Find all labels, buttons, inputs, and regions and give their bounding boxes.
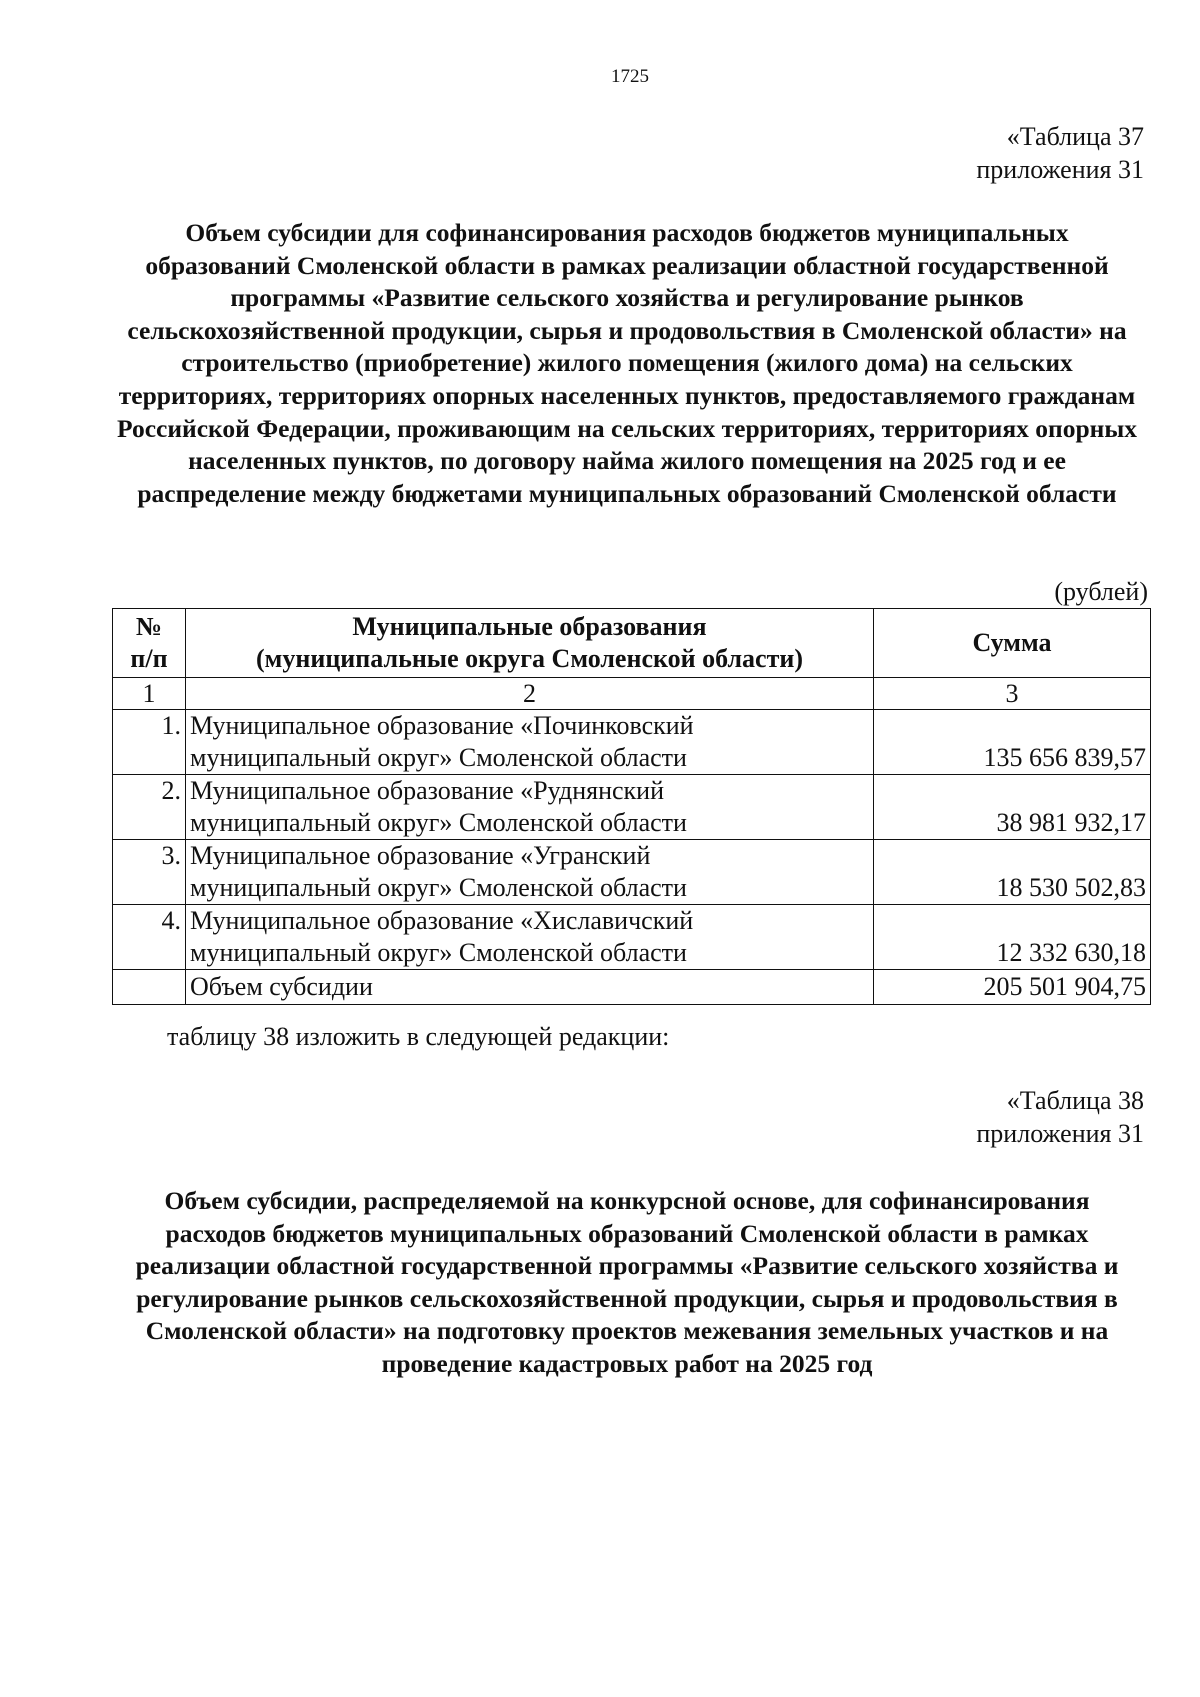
header-municipality [186, 609, 874, 678]
row-sum: 18 530 502,83 [874, 840, 1151, 905]
table37-title: Объем субсидии для софинансирования расходов бюджетов муниципальных образований Смоленской области в рамках реализации областной государственной программы «Развитие сельского хозяйства и регулирование рынков сельскохозяйственной продукции, сырья и продовольствия в Смоленской области» на строительство (приобретение) жилого помещения (жилого дома) на сельских территориях, территориях опорных населенных пунктов, предоставляемого гражданам Российской Федерации, проживающим на сельских территориях, территориях опорных населенных пунктов, по договору найма жилого помещения на 2025 год и ее распределение между бюджетами муниципальных образований Смоленской области [117, 218, 1137, 508]
subsidy-table [112, 608, 1151, 1005]
header-municipality-line1: Муниципальные образования [352, 612, 707, 641]
total-sum: 205 501 904,75 [874, 970, 1151, 1005]
column-number-2: 2 [186, 678, 874, 710]
table-row [113, 905, 1151, 970]
total-label: Объем субсидии [186, 970, 874, 1005]
header-municipality-line2: (муниципальные округа Смоленской области) [255, 644, 803, 673]
header-sum: Сумма [874, 609, 1151, 678]
table-row [113, 840, 1151, 905]
header-number [113, 609, 186, 678]
row-sum: 38 981 932,17 [874, 775, 1151, 840]
row-municipality-line1: Муниципальное образование «Угранский [190, 841, 651, 870]
amendment-note: таблицу 38 изложить в следующей редакции: [167, 1022, 670, 1051]
header-number-line2: п/п [130, 644, 168, 673]
row-municipality-line1: Муниципальное образование «Руднянский [190, 776, 664, 805]
page-number: 1725 [611, 66, 649, 87]
total-number [113, 970, 186, 1005]
row-number: 4. [113, 905, 186, 970]
row-municipality-line1: Муниципальное образование «Хиславичский [190, 906, 694, 935]
table38-caption [976, 1084, 1144, 1150]
row-number: 2. [113, 775, 186, 840]
total-row [113, 970, 1151, 1005]
row-municipality-line2: муниципальный округ» Смоленской области [190, 938, 687, 967]
row-municipality [186, 905, 874, 970]
column-number-row [113, 678, 1151, 710]
row-municipality [186, 775, 874, 840]
unit-label: (рублей) [1054, 577, 1148, 606]
row-municipality-line2: муниципальный округ» Смоленской области [190, 743, 687, 772]
row-municipality-line2: муниципальный округ» Смоленской области [190, 873, 687, 902]
row-sum: 12 332 630,18 [874, 905, 1151, 970]
table-row [113, 710, 1151, 775]
table38-title: Объем субсидии, распределяемой на конкурсной основе, для софинансирования расходов бюджетов муниципальных образований Смоленской области в рамках реализации областной государственной программы «Развитие сельского хозяйства и регулирование рынков сельскохозяйственной продукции, сырья и продовольствия в Смоленской области» на подготовку проектов межевания земельных участков и на проведение кадастровых работ на 2025 год [135, 1186, 1119, 1378]
table38-caption-line2: приложения 31 [976, 1119, 1144, 1148]
row-sum: 135 656 839,57 [874, 710, 1151, 775]
row-number: 3. [113, 840, 186, 905]
table-header-row [113, 609, 1151, 678]
row-municipality-line1: Муниципальное образование «Починковский [190, 711, 694, 740]
row-municipality-line2: муниципальный округ» Смоленской области [190, 808, 687, 837]
table37-caption [976, 120, 1144, 186]
table38-caption-line1: «Таблица 38 [1006, 1086, 1144, 1115]
column-number-1: 1 [113, 678, 186, 710]
table37-caption-line2: приложения 31 [976, 155, 1144, 184]
row-number: 1. [113, 710, 186, 775]
table-row [113, 775, 1151, 840]
header-number-line1: № [135, 612, 163, 641]
table37-caption-line1: «Таблица 37 [1006, 122, 1144, 151]
row-municipality [186, 710, 874, 775]
row-municipality [186, 840, 874, 905]
column-number-3: 3 [874, 678, 1151, 710]
